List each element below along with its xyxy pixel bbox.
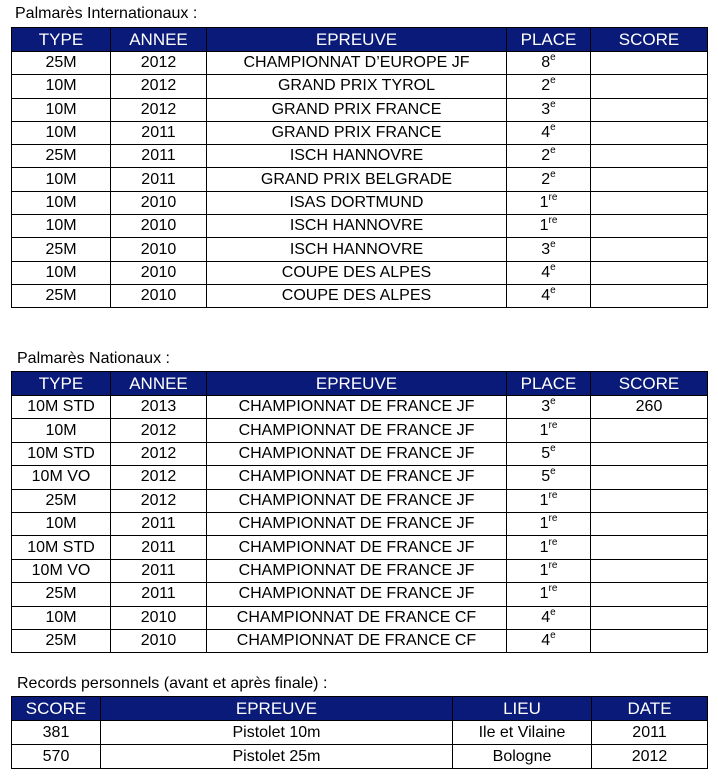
cell-type [12,466,111,489]
cell-score [591,121,708,144]
cell-event-text: ISAS DORTMUND [289,193,424,211]
place-suffix: re [548,191,558,203]
cell-event-text: CHAMPIONNAT DE FRANCE CF [236,632,477,650]
cell-place [507,629,591,652]
cell-place [507,583,591,606]
cell-place-text: 4 [541,263,551,281]
place-suffix: e [550,466,556,478]
cell-event-text: CHAMPIONNAT DE FRANCE JF [238,491,475,509]
cell-place-text: 1 [539,561,549,579]
cell-place-text: 3 [541,240,551,258]
cell-type-text: 10M STD [27,444,95,462]
cell-event [207,121,507,144]
cell-year-text: 2012 [140,100,177,118]
cell-year-text: 2012 [140,491,177,509]
place-suffix: e [550,606,556,618]
cell-score [591,419,708,442]
place-suffix: re [548,559,558,571]
table-row [12,168,708,191]
place-suffix: re [548,536,558,548]
cell-type [12,559,111,582]
cell-event-text: ISCH HANNOVRE [289,240,424,258]
cell-score [591,583,708,606]
table-row [12,606,708,629]
table-row [12,98,708,121]
cell-score [591,489,708,512]
cell-type-text: 10M [45,170,77,188]
cell-place [507,52,591,75]
cell-year-text: 2012 [140,468,177,486]
national-body [12,396,708,653]
cell-event [207,52,507,75]
cell-year [111,419,207,442]
cell-place-text: 8 [541,54,551,72]
cell-year-text: 2010 [140,632,177,650]
table-row [12,121,708,144]
header-type: TYPE [12,372,111,396]
cell-place [507,121,591,144]
records-section-title: Records personnels (avant et après finale) : [17,675,328,692]
cell-type [12,284,111,307]
cell-year [111,145,207,168]
cell-place [507,419,591,442]
cell-year [111,466,207,489]
cell-year [111,75,207,98]
table-row [12,261,708,284]
cell-type-text: 10M [45,608,77,626]
cell-year-text: 2012 [140,54,177,72]
cell-year-text: 2013 [140,398,177,416]
cell-type [12,629,111,652]
table-row [12,629,708,652]
cell-type-text: 25M [45,632,77,650]
cell-year-text: 2011 [141,515,176,533]
place-suffix: e [550,442,556,454]
cell-type [12,238,111,261]
cell-event-text: COUPE DES ALPES [281,263,432,281]
header-type: TYPE [12,28,111,52]
cell-type [12,98,111,121]
cell-year-text: 2012 [140,77,177,95]
cell-type [12,396,111,419]
cell-place-text: 1 [539,491,549,509]
cell-type-text: 10M [45,263,77,281]
cell-event-text: CHAMPIONNAT DE FRANCE JF [238,444,475,462]
cell-type-text: 25M [45,54,77,72]
cell-event-text: CHAMPIONNAT DE FRANCE JF [238,421,475,439]
cell-score [591,396,708,419]
cell-year-text: 2010 [140,287,177,305]
table-row [12,145,708,168]
cell-score [591,559,708,582]
place-suffix: e [550,122,556,134]
cell-event [207,629,507,652]
cell-type [12,536,111,559]
header-year: ANNEE [111,28,207,52]
header-year: ANNEE [111,372,207,396]
national-header-row [12,372,708,396]
cell-type [12,215,111,238]
cell-event: Pistolet 10m [101,721,453,745]
cell-year [111,52,207,75]
cell-event [207,238,507,261]
cell-event [207,583,507,606]
place-suffix: e [550,52,556,64]
place-suffix: e [550,75,556,87]
cell-event: Pistolet 25m [101,745,453,769]
header-score: SCORE [591,28,708,52]
header-date: DATE [592,697,708,721]
table-row [12,466,708,489]
cell-place-text: 4 [541,608,551,626]
cell-type-text: 25M [45,287,77,305]
cell-place-text: 1 [539,515,549,533]
place-suffix: e [550,261,556,273]
cell-event-text: CHAMPIONNAT DE FRANCE JF [238,585,475,603]
cell-year [111,559,207,582]
cell-type-text: 10M STD [27,398,95,416]
cell-year-text: 2010 [140,240,177,258]
cell-score [591,512,708,535]
cell-score: 570 [12,745,101,769]
table-row [12,238,708,261]
cell-event [207,284,507,307]
cell-year-text: 2011 [141,538,176,556]
cell-place-text: 3 [541,100,551,118]
cell-score [591,606,708,629]
place-suffix: e [550,168,556,180]
cell-location: Ile et Vilaine [453,721,592,745]
cell-event [207,75,507,98]
international-section-title: Palmarès Internationaux : [15,5,198,22]
cell-year-text: 2011 [141,585,176,603]
place-suffix: e [550,238,556,250]
header-event: EPREUVE [101,697,453,721]
cell-event [207,396,507,419]
cell-year [111,442,207,465]
cell-place [507,559,591,582]
records-header-row [12,697,708,721]
cell-event-text: ISCH HANNOVRE [289,217,424,235]
cell-event [207,512,507,535]
place-suffix: re [548,513,558,525]
cell-type-text: 10M [45,124,77,142]
table-row [12,721,708,745]
cell-event-text: CHAMPIONNAT DE FRANCE JF [238,398,475,416]
cell-type [12,606,111,629]
cell-place-text: 4 [541,287,551,305]
cell-place-text: 2 [541,170,551,188]
place-suffix: e [550,98,556,110]
cell-type [12,75,111,98]
cell-event [207,191,507,214]
cell-location: Bologne [453,745,592,769]
cell-place-text: 1 [539,538,549,556]
cell-type [12,489,111,512]
cell-place-text: 5 [541,444,551,462]
cell-type-text: 10M [45,193,77,211]
cell-place [507,215,591,238]
cell-place-text: 3 [541,398,551,416]
cell-place [507,466,591,489]
cell-event [207,536,507,559]
cell-year [111,396,207,419]
cell-place [507,512,591,535]
cell-type-text: 10M [45,217,77,235]
cell-event-text: COUPE DES ALPES [281,287,432,305]
cell-year [111,606,207,629]
cell-event [207,442,507,465]
cell-place-text: 4 [541,124,551,142]
cell-place [507,75,591,98]
cell-place-text: 5 [541,468,551,486]
table-row [12,745,708,769]
cell-place [507,145,591,168]
cell-score [591,98,708,121]
cell-event-text: GRAND PRIX BELGRADE [260,170,453,188]
cell-event-text: CHAMPIONNAT DE FRANCE JF [238,468,475,486]
cell-place [507,98,591,121]
cell-type-text: 25M [45,491,77,509]
cell-type [12,442,111,465]
cell-place-text: 2 [541,77,551,95]
cell-event [207,559,507,582]
place-suffix: re [548,489,558,501]
cell-year [111,191,207,214]
cell-event-text: GRAND PRIX FRANCE [271,100,442,118]
cell-place-text: 1 [539,421,549,439]
cell-year [111,261,207,284]
cell-event-text: CHAMPIONNAT D’EUROPE JF [243,54,470,72]
cell-score [591,52,708,75]
table-row [12,52,708,75]
table-row [12,442,708,465]
table-row [12,419,708,442]
national-table [11,371,708,653]
cell-year [111,121,207,144]
header-location: LIEU [453,697,592,721]
cell-place-text: 1 [539,217,549,235]
cell-type-text: 25M [45,147,77,165]
cell-score [591,168,708,191]
place-suffix: re [548,419,558,431]
cell-year-text: 2012 [140,421,177,439]
cell-year-text: 2012 [140,444,177,462]
cell-event-text: GRAND PRIX FRANCE [271,124,442,142]
cell-year [111,238,207,261]
cell-type [12,52,111,75]
table-row [12,489,708,512]
table-row [12,284,708,307]
cell-type-text: 10M [45,77,77,95]
cell-event [207,419,507,442]
cell-event [207,215,507,238]
header-place: PLACE [507,28,591,52]
cell-score [591,466,708,489]
cell-event-text: CHAMPIONNAT DE FRANCE JF [238,538,475,556]
table-row [12,583,708,606]
cell-year [111,98,207,121]
cell-score-text: 260 [635,398,663,416]
header-score: SCORE [12,697,101,721]
cell-type-text: 25M [45,240,77,258]
table-row [12,215,708,238]
cell-year-text: 2011 [141,124,176,142]
cell-score [591,442,708,465]
cell-year-text: 2011 [141,170,176,188]
cell-year [111,215,207,238]
cell-event [207,606,507,629]
cell-year-text: 2010 [140,263,177,281]
cell-event-text: CHAMPIONNAT DE FRANCE CF [236,608,477,626]
cell-event-text: CHAMPIONNAT DE FRANCE JF [238,515,475,533]
cell-year [111,512,207,535]
cell-place [507,261,591,284]
cell-type-text: 25M [45,585,77,603]
cell-place-text: 1 [539,585,549,603]
cell-type-text: 10M VO [31,468,91,486]
cell-year [111,629,207,652]
header-score: SCORE [591,372,708,396]
cell-place [507,396,591,419]
international-table [11,27,708,308]
table-row [12,75,708,98]
cell-place [507,442,591,465]
cell-score [591,284,708,307]
place-suffix: e [550,630,556,642]
cell-event [207,489,507,512]
cell-event [207,168,507,191]
cell-year-text: 2011 [141,147,176,165]
cell-score [591,75,708,98]
cell-score [591,191,708,214]
cell-type [12,261,111,284]
international-body [12,52,708,308]
cell-event [207,261,507,284]
table-row [12,396,708,419]
table-row [12,559,708,582]
place-suffix: e [550,145,556,157]
cell-score [591,261,708,284]
cell-event [207,98,507,121]
cell-year-text: 2010 [140,608,177,626]
cell-year [111,489,207,512]
national-section-title: Palmarès Nationaux : [17,350,170,367]
cell-type [12,121,111,144]
records-body [12,721,708,769]
records-table [11,696,708,769]
header-event: EPREUVE [207,372,507,396]
cell-type-text: 10M [45,421,77,439]
cell-place [507,284,591,307]
cell-place-text: 2 [541,147,551,165]
cell-place [507,238,591,261]
cell-year [111,284,207,307]
table-row [12,536,708,559]
cell-event [207,466,507,489]
cell-score: 381 [12,721,101,745]
cell-date: 2012 [592,745,708,769]
header-event: EPREUVE [207,28,507,52]
place-suffix: e [550,396,556,408]
cell-place [507,168,591,191]
cell-place-text: 4 [541,632,551,650]
cell-place [507,489,591,512]
cell-year-text: 2011 [141,561,176,579]
cell-type [12,419,111,442]
cell-place [507,536,591,559]
international-header-row [12,28,708,52]
cell-place [507,606,591,629]
cell-event [207,145,507,168]
cell-type-text: 10M STD [27,538,95,556]
cell-year-text: 2010 [140,193,177,211]
header-place: PLACE [507,372,591,396]
cell-year [111,583,207,606]
cell-score [591,238,708,261]
cell-year-text: 2010 [140,217,177,235]
cell-year [111,536,207,559]
cell-place-text: 1 [539,193,549,211]
cell-score [591,629,708,652]
cell-type [12,145,111,168]
cell-score [591,215,708,238]
cell-event-text: ISCH HANNOVRE [289,147,424,165]
cell-type-text: 10M [45,100,77,118]
cell-place [507,191,591,214]
place-suffix: e [550,285,556,297]
cell-type-text: 10M VO [31,561,91,579]
cell-type [12,168,111,191]
cell-type [12,583,111,606]
cell-type [12,191,111,214]
place-suffix: re [548,215,558,227]
cell-score [591,536,708,559]
table-row [12,512,708,535]
cell-type [12,512,111,535]
cell-date: 2011 [592,721,708,745]
cell-event-text: GRAND PRIX TYROL [277,77,436,95]
table-row [12,191,708,214]
cell-score [591,145,708,168]
cell-type-text: 10M [45,515,77,533]
cell-event-text: CHAMPIONNAT DE FRANCE JF [238,561,475,579]
cell-year [111,168,207,191]
place-suffix: re [548,583,558,595]
